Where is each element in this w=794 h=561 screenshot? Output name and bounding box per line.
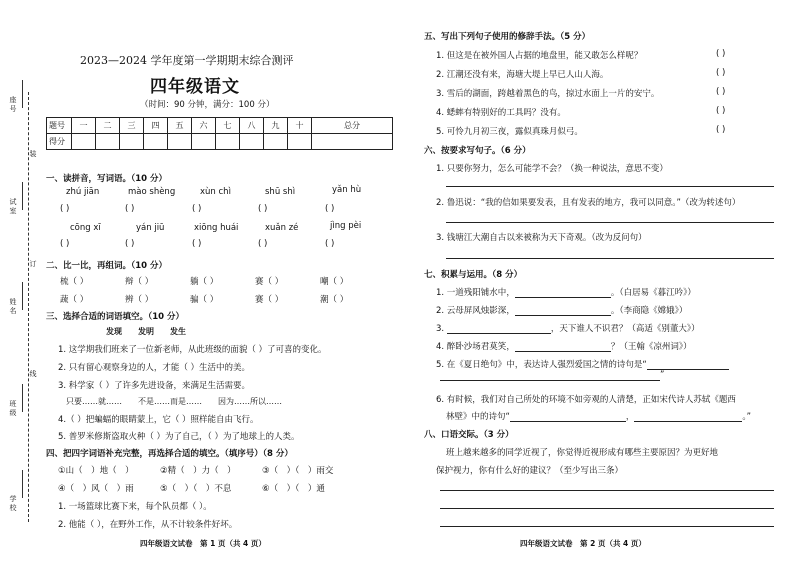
pinyin-item: xuǎn zé: [265, 223, 299, 233]
answer-brackets[interactable]: ( ): [125, 204, 135, 214]
quote-close: ”: [660, 370, 665, 380]
q7-prompt: 6. 有时候，我们对自己所处的环境不如旁观的人清楚，正如宋代诗人苏轼《题西: [436, 395, 736, 405]
score-cell: 一: [72, 118, 96, 134]
compare-item[interactable]: 赛（ ）: [255, 277, 284, 287]
score-table: [46, 117, 393, 150]
fold-char: 装: [29, 150, 37, 158]
score-table-score-row: [47, 134, 393, 150]
binding-label-room: 试室: [9, 198, 17, 215]
q7-prompt: 5. 在《夏日绝句》中，表达诗人强烈爱国之情的诗句是“: [436, 360, 647, 370]
q3-sentence[interactable]: 2. 只有留心观察身边的人，才能（ ）生活中的美。: [58, 363, 251, 373]
pinyin-item: zhú jiān: [66, 187, 100, 197]
binding-label-name: 姓名: [9, 298, 17, 315]
score-input[interactable]: [96, 134, 120, 150]
score-input[interactable]: [264, 134, 288, 150]
score-cell: 六: [192, 118, 216, 134]
answer-blank[interactable]: [515, 297, 611, 298]
score-input-total[interactable]: [312, 134, 393, 150]
answer-blank[interactable]: [515, 351, 611, 352]
answer-line[interactable]: [446, 258, 774, 259]
score-input[interactable]: [192, 134, 216, 150]
compare-item[interactable]: 嘲（ ）: [320, 277, 349, 287]
compare-item[interactable]: 辩（ ）: [125, 277, 154, 287]
q7-line: [436, 304, 687, 316]
binding-write-line[interactable]: [22, 80, 23, 108]
binding-write-line[interactable]: [22, 384, 23, 412]
q8-prompt: 班上越来越多的同学近视了，你觉得近视形成有哪些主要原因？为更好地: [446, 448, 719, 458]
subject-title: 四年级语文: [150, 77, 240, 97]
score-input[interactable]: [240, 134, 264, 150]
score-row-label: 得分: [47, 134, 72, 150]
q3-sentence[interactable]: 3. 科学家（ ）了许多先进设备，来满足生活需要。: [58, 381, 251, 391]
answer-line[interactable]: [446, 186, 774, 187]
binding-write-line[interactable]: [22, 470, 23, 498]
q7-prompt: 2. 云母屏风烛影深，: [436, 306, 515, 316]
q7-line: 3. ，天下谁人不识君？（高适《别董大》）: [436, 324, 700, 334]
q4-heading: 四、把四字词语补充完整，再选择合适的填空。（填序号）（8 分）: [46, 449, 293, 459]
pinyin-item: yǎn hù: [332, 185, 362, 195]
q7-prompt: 林壁》中的诗句“: [446, 412, 510, 422]
idiom-item[interactable]: ⑥（ ）（ ）通: [262, 484, 325, 494]
binding-label-school: 学校: [9, 495, 17, 512]
compare-item[interactable]: 赛（ ）: [255, 295, 284, 305]
q4-sentence[interactable]: 2. 他能（ ），在野外工作，从不计较条件好坏。: [58, 520, 238, 530]
binding-write-line[interactable]: [22, 182, 23, 210]
q7-heading: 七、积累与运用。（8 分）: [424, 270, 523, 280]
q4-sentence[interactable]: 1. 一场篮球比赛下来，每个队员都（ ）。: [58, 502, 212, 512]
idiom-item[interactable]: ⑤（ ）（ ）不息: [160, 484, 232, 494]
q5-answer[interactable]: ( ): [716, 87, 726, 97]
score-input[interactable]: [216, 134, 240, 150]
pinyin-item: xiōng huái: [194, 223, 239, 233]
answer-brackets[interactable]: ( ): [258, 204, 268, 214]
q7-source: ？（王翰《凉州词》）: [610, 342, 692, 352]
q6-prompt: 1. 只要你努力，怎么可能学不会？（换一种说法，意思不变）: [436, 164, 668, 174]
answer-line[interactable]: [440, 508, 774, 509]
q5-item: 1. 但这是在被外国人占据的地盘里，能又敢怎么样呢？: [436, 51, 643, 61]
answer-line[interactable]: [446, 222, 774, 223]
score-input[interactable]: [72, 134, 96, 150]
q5-answer[interactable]: ( ): [716, 106, 726, 116]
q6-prompt: 3. 钱塘江大潮自古以来被称为天下奇观。（改为反问句）: [436, 233, 647, 243]
idiom-item[interactable]: ②精（ ）力（ ）: [160, 466, 236, 476]
score-input[interactable]: [120, 134, 144, 150]
q1-heading: 一、读拼音，写词语。（10 分）: [46, 174, 168, 184]
q3-conjunction-options: 只要……就…… 不是……而是…… 因为……所以……: [66, 397, 282, 406]
compare-item[interactable]: 辨（ ）: [125, 295, 154, 305]
q8-heading: 八、口语交际。（3 分）: [424, 430, 514, 440]
idiom-item[interactable]: ①山（ ）地（ ）: [58, 466, 134, 476]
q7-source: 。（白居易《暮江吟》）: [610, 288, 696, 298]
score-input[interactable]: [144, 134, 168, 150]
answer-blank[interactable]: [510, 421, 626, 422]
answer-brackets[interactable]: ( ): [325, 204, 335, 214]
score-cell: 八: [240, 118, 264, 134]
page-2-footer: 四年级语文试卷 第 2 页（共 4 页）: [520, 539, 646, 548]
answer-brackets[interactable]: ( ): [192, 204, 202, 214]
compare-item[interactable]: 梳（ ）: [60, 277, 89, 287]
score-input[interactable]: [168, 134, 192, 150]
answer-brackets[interactable]: ( ): [125, 239, 135, 249]
q7-line: [436, 340, 692, 352]
q2-heading: 二、比一比，再组词。（10 分）: [46, 261, 168, 271]
q6-prompt: 2. 鲁迅说：“我的信如果要发表，且有发表的地方，我可以同意。”（改为转述句）: [436, 198, 741, 208]
pinyin-item: yán jiū: [136, 223, 165, 233]
q3-sentence[interactable]: 5. 普罗米修斯盗取火种（ ）为了自己，（ ）为了地球上的人类。: [58, 432, 300, 442]
exam-header-title: 2023—2024 学年度第一学期期末综合测评: [80, 54, 294, 67]
score-input[interactable]: [288, 134, 312, 150]
q5-item: 3. 雪后的湖面，跨越着黑色的鸟，掠过水面上一片的安宁。: [436, 89, 660, 99]
q5-answer[interactable]: ( ): [716, 68, 726, 78]
fold-char: 订: [29, 260, 37, 268]
score-cell: 四: [144, 118, 168, 134]
score-cell: 二: [96, 118, 120, 134]
q5-heading: 五、写出下列句子使用的修辞手法。（5 分）: [424, 32, 591, 42]
q6-heading: 六、按要求写句子。（6 分）: [424, 146, 531, 156]
idiom-item[interactable]: ③（ ）（ ）雨交: [262, 466, 334, 476]
exam-info: （时间：90 分钟，满分：100 分）: [140, 100, 275, 110]
answer-brackets[interactable]: ( ): [60, 204, 70, 214]
q7-line: 林壁》中的诗句“ ， 。”: [446, 412, 752, 422]
fold-char: 线: [29, 370, 37, 378]
compare-item[interactable]: 蔬（ ）: [60, 295, 89, 305]
idiom-item[interactable]: ④（ ）风（ ）雨: [58, 484, 134, 494]
q5-item: 4. 蟋蟀有特别好的工具吗？没有。: [436, 108, 566, 118]
binding-write-line[interactable]: [22, 282, 23, 310]
q7-line: [436, 286, 696, 298]
answer-brackets[interactable]: ( ): [325, 239, 335, 249]
answer-brackets[interactable]: ( ): [258, 239, 268, 249]
answer-brackets[interactable]: ( ): [60, 239, 70, 249]
q3-heading: 三、选择合适的词语填空。（10 分）: [46, 312, 185, 322]
q3-word-options: 发现 发明 发生: [106, 327, 186, 336]
q5-answer[interactable]: ( ): [716, 49, 726, 59]
answer-line[interactable]: [440, 526, 774, 527]
answer-blank[interactable]: [634, 421, 742, 422]
score-table-header-row: [47, 118, 393, 134]
answer-blank[interactable]: [447, 333, 551, 334]
q7-source: 。（李商隐《嫦娥》）: [610, 306, 688, 316]
q5-answer[interactable]: ( ): [716, 125, 726, 135]
score-cell: 九: [264, 118, 288, 134]
page-1-footer: 四年级语文试卷 第 1 页（共 4 页）: [140, 539, 266, 548]
pinyin-item: mào shèng: [128, 187, 176, 197]
q5-item: 2. 江潮还没有来，海塘大堤上早已人山人海。: [436, 70, 609, 80]
score-cell: 五: [168, 118, 192, 134]
q7-line: [436, 358, 729, 370]
q3-sentence[interactable]: 1. 这学期我们班来了一位新老师，从此班级的面貌（ ）了可喜的变化。: [58, 345, 327, 355]
pinyin-item: jìng pèi: [330, 221, 362, 231]
q8-prompt: 保护视力，你有什么好的建议？（至少写出三条）: [436, 466, 624, 476]
score-cell-total: 总分: [312, 118, 393, 134]
compare-item[interactable]: 躺（ ）: [190, 277, 219, 287]
score-cell: 十: [288, 118, 312, 134]
binding-label-class: 班级: [9, 400, 17, 417]
q7-prompt: 4. 醉卧沙场君莫笑，: [436, 342, 515, 352]
pinyin-item: shū shì: [265, 187, 296, 197]
pinyin-item: xùn chì: [200, 187, 231, 197]
q7-source: ，天下谁人不识君？（高适《别董大》）: [550, 324, 700, 334]
q3-sentence[interactable]: 4.（ ）把蝙蝠的眼睛蒙上，它（ ）照样能自由飞行。: [58, 415, 259, 425]
q5-item: 5. 可怜九月初三夜，露似真珠月似弓。: [436, 127, 583, 137]
score-cell: 题号: [47, 118, 72, 134]
compare-item[interactable]: 潮（ ）: [320, 295, 349, 305]
score-cell: 三: [120, 118, 144, 134]
score-cell: 七: [216, 118, 240, 134]
answer-line[interactable]: [440, 490, 774, 491]
answer-blank[interactable]: [515, 315, 611, 316]
pinyin-item: cōng xī: [70, 223, 101, 233]
answer-line[interactable]: [440, 380, 660, 381]
q7-prompt: 1. 一道残阳铺水中，: [436, 288, 515, 298]
binding-label-seat: 座号: [9, 96, 17, 113]
answer-brackets[interactable]: ( ): [192, 239, 202, 249]
compare-item[interactable]: 骗（ ）: [190, 295, 219, 305]
